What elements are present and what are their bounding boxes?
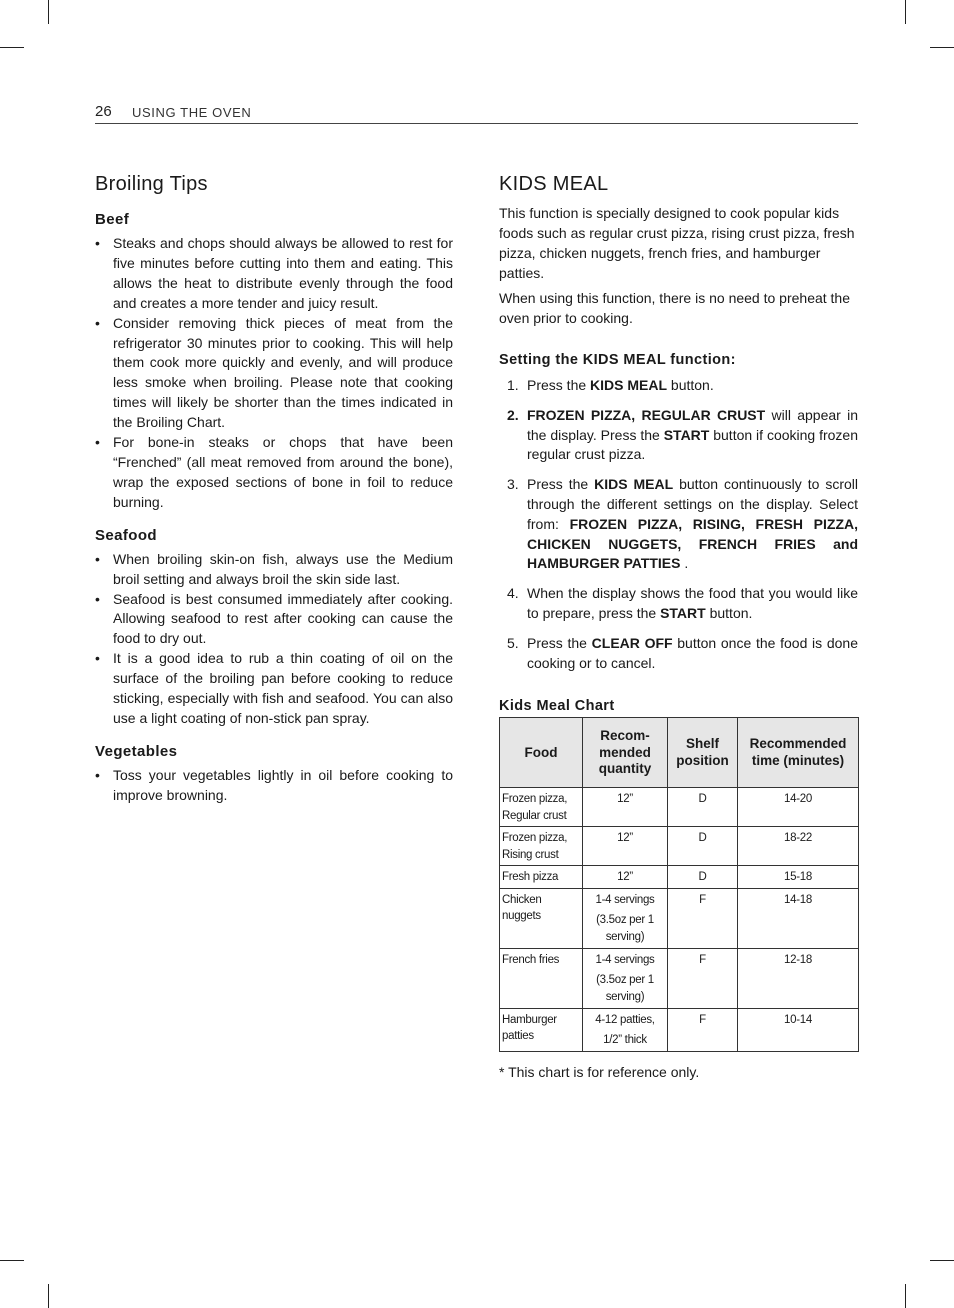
table-row xyxy=(500,827,859,866)
step-keyword: START xyxy=(663,426,710,443)
column-header-food: Food xyxy=(500,718,583,788)
quantity-note: 1/2” thick xyxy=(603,1034,647,1047)
step-number: 3. xyxy=(507,476,519,493)
list-item: • For bone-in steaks or chops that have been “Frenched” (all meat removed from around the bone), wrap the exposed sections of bone in foil to reduce burning. xyxy=(95,433,453,513)
cell-shelf: F xyxy=(668,1008,738,1051)
step-number: 2. xyxy=(507,406,519,423)
cell-quantity xyxy=(583,827,668,866)
table-header-row xyxy=(500,718,859,788)
step-number: 1. xyxy=(507,377,519,393)
step-keyword: START xyxy=(660,604,706,621)
vegetables-list xyxy=(95,766,453,806)
step-text: Press the xyxy=(527,476,595,493)
beef-list xyxy=(95,234,453,513)
cell-time: 15-18 xyxy=(738,866,859,889)
cell-quantity xyxy=(583,888,668,948)
cell-food: Hamburger patties xyxy=(500,1008,583,1051)
cell-shelf: D xyxy=(668,866,738,889)
step-text: button once the food is done cooking or to cancel. xyxy=(527,634,859,671)
column-header-time: Recommended time (minutes) xyxy=(738,718,859,788)
chart-footnote: * This chart is for reference only. xyxy=(499,1063,700,1080)
table-row xyxy=(500,888,859,948)
kids-meal-title: KIDS MEAL xyxy=(499,173,609,195)
page-header xyxy=(95,103,858,124)
intro-paragraph: This function is specially designed to cook popular kids foods such as regular crust pizza, rising crust pizza, fresh pizza, chicken nuggets, french fries, and hamburger patties. xyxy=(499,205,855,281)
step-text: Press the xyxy=(527,634,592,651)
table-row xyxy=(500,866,859,889)
kids-meal-table xyxy=(499,717,859,1052)
step-text: Press the xyxy=(527,377,591,393)
list-item: • Toss your vegetables lightly in oil before cooking to improve browning. xyxy=(95,766,453,806)
step-keyword: CLEAR OFF xyxy=(591,634,673,651)
step-text: button. xyxy=(667,377,714,393)
quantity-note: (3.5oz per 1 serving) xyxy=(596,914,654,943)
list-item: • Seafood is best consumed immediately after cooking. Allowing seafood to rest after cooking can cause the food to dry out. xyxy=(95,590,453,650)
table-row xyxy=(500,948,859,1008)
column-header-shelf: Shelf position xyxy=(668,718,738,788)
kids-meal-section xyxy=(499,170,858,1094)
list-item: • When broiling skin-on fish, always use the Medium broil setting and always broil the skin side last. xyxy=(95,550,453,590)
crop-mark xyxy=(0,1260,24,1261)
quantity-line: 1-4 servings xyxy=(595,893,655,906)
kids-meal-chart-title: Kids Meal Chart xyxy=(499,698,615,715)
cell-time: 14-20 xyxy=(738,788,859,827)
intro-paragraph: When using this function, there is no need to preheat the oven prior to cooking. xyxy=(499,290,851,326)
table-row xyxy=(500,1008,859,1051)
broiling-tips-title: Broiling Tips xyxy=(95,173,208,195)
cell-food: French fries xyxy=(500,948,583,1008)
step-item xyxy=(499,584,858,624)
crop-mark xyxy=(930,47,954,48)
cell-quantity xyxy=(583,866,668,889)
cell-quantity xyxy=(583,948,668,1008)
step-item xyxy=(499,475,858,574)
step-number: 5. xyxy=(507,634,519,651)
cell-shelf: F xyxy=(668,948,738,1008)
cell-quantity xyxy=(583,1008,668,1051)
list-item: • Consider removing thick pieces of meat from the refrigerator 30 minutes prior to cooking. This will help them cook more quickly and evenly, and will produce less smoke when broiling. Please note that cooking times will likely be shorter than the times indicated in the Broiling Chart. xyxy=(95,314,453,433)
crop-mark xyxy=(905,1284,906,1308)
cell-quantity xyxy=(583,788,668,827)
step-item xyxy=(499,376,858,396)
quantity-line: 12” xyxy=(617,832,633,845)
step-text: . xyxy=(680,555,689,572)
crop-mark xyxy=(905,0,906,24)
crop-mark xyxy=(0,47,24,48)
quantity-line: 12” xyxy=(617,871,633,884)
cell-food: Fresh pizza xyxy=(500,866,583,889)
list-item: • Steaks and chops should always be allowed to rest for five minutes before cutting into them and eating. This allows the heat to distribute evenly through the food and creates a more tender and juicy result. xyxy=(95,234,453,314)
step-item xyxy=(499,634,858,674)
vegetables-heading: Vegetables xyxy=(95,742,178,760)
cell-food: Frozen pizza, Rising crust xyxy=(500,827,583,866)
step-text: will appear in the display. Press the xyxy=(527,406,858,443)
crop-mark xyxy=(48,1284,49,1308)
quantity-line: 1-4 servings xyxy=(595,953,655,966)
cell-shelf: D xyxy=(668,827,738,866)
step-keyword: FROZEN PIZZA, REGULAR CRUST xyxy=(527,406,766,423)
list-item: • It is a good idea to rub a thin coating of oil on the surface of the broiling pan before cooking to reduce sticking, especially with fish and seafood. You can also use a light coating of non-stick pan spray. xyxy=(95,649,453,729)
cell-time: 12-18 xyxy=(738,948,859,1008)
crop-mark xyxy=(48,0,49,24)
cell-time: 14-18 xyxy=(738,888,859,948)
cell-food: Chicken nuggets xyxy=(500,888,583,948)
step-keyword: KIDS MEAL xyxy=(594,476,674,493)
step-item xyxy=(499,406,858,465)
step-keyword: KIDS MEAL xyxy=(590,377,668,393)
broiling-tips-section xyxy=(95,170,453,806)
step-text: button. xyxy=(705,604,753,621)
quantity-line: 4-12 patties, xyxy=(595,1013,655,1026)
section-name: USING THE OVEN xyxy=(132,105,252,120)
step-keyword: FROZEN PIZZA, RISING, FRESH PIZZA, CHICKEN NUGGETS, FRENCH FRIES and HAMBURGER PATTIES xyxy=(527,515,859,572)
table-row xyxy=(500,788,859,827)
step-text: button if cooking frozen regular crust pizza. xyxy=(527,426,858,463)
column-header-quantity: Recom-mended quantity xyxy=(583,718,668,788)
step-number: 4. xyxy=(507,585,519,602)
beef-heading: Beef xyxy=(95,211,130,228)
setting-function-heading: Setting the KIDS MEAL function: xyxy=(499,352,736,368)
quantity-line: 12” xyxy=(617,793,633,806)
step-text: button continuously to scroll through the different settings on the display. Select from: xyxy=(527,476,859,532)
seafood-list xyxy=(95,550,453,729)
page-number: 26 xyxy=(95,103,112,120)
seafood-heading: Seafood xyxy=(95,526,157,544)
steps-list xyxy=(499,376,858,673)
cell-time: 10-14 xyxy=(738,1008,859,1051)
cell-shelf: F xyxy=(668,888,738,948)
step-text: When the display shows the food that you would like to prepare, press the xyxy=(527,585,858,621)
quantity-note: (3.5oz per 1 serving) xyxy=(596,974,654,1003)
cell-shelf: D xyxy=(668,788,738,827)
crop-mark xyxy=(930,1260,954,1261)
cell-time: 18-22 xyxy=(738,827,859,866)
cell-food: Frozen pizza, Regular crust xyxy=(500,788,583,827)
